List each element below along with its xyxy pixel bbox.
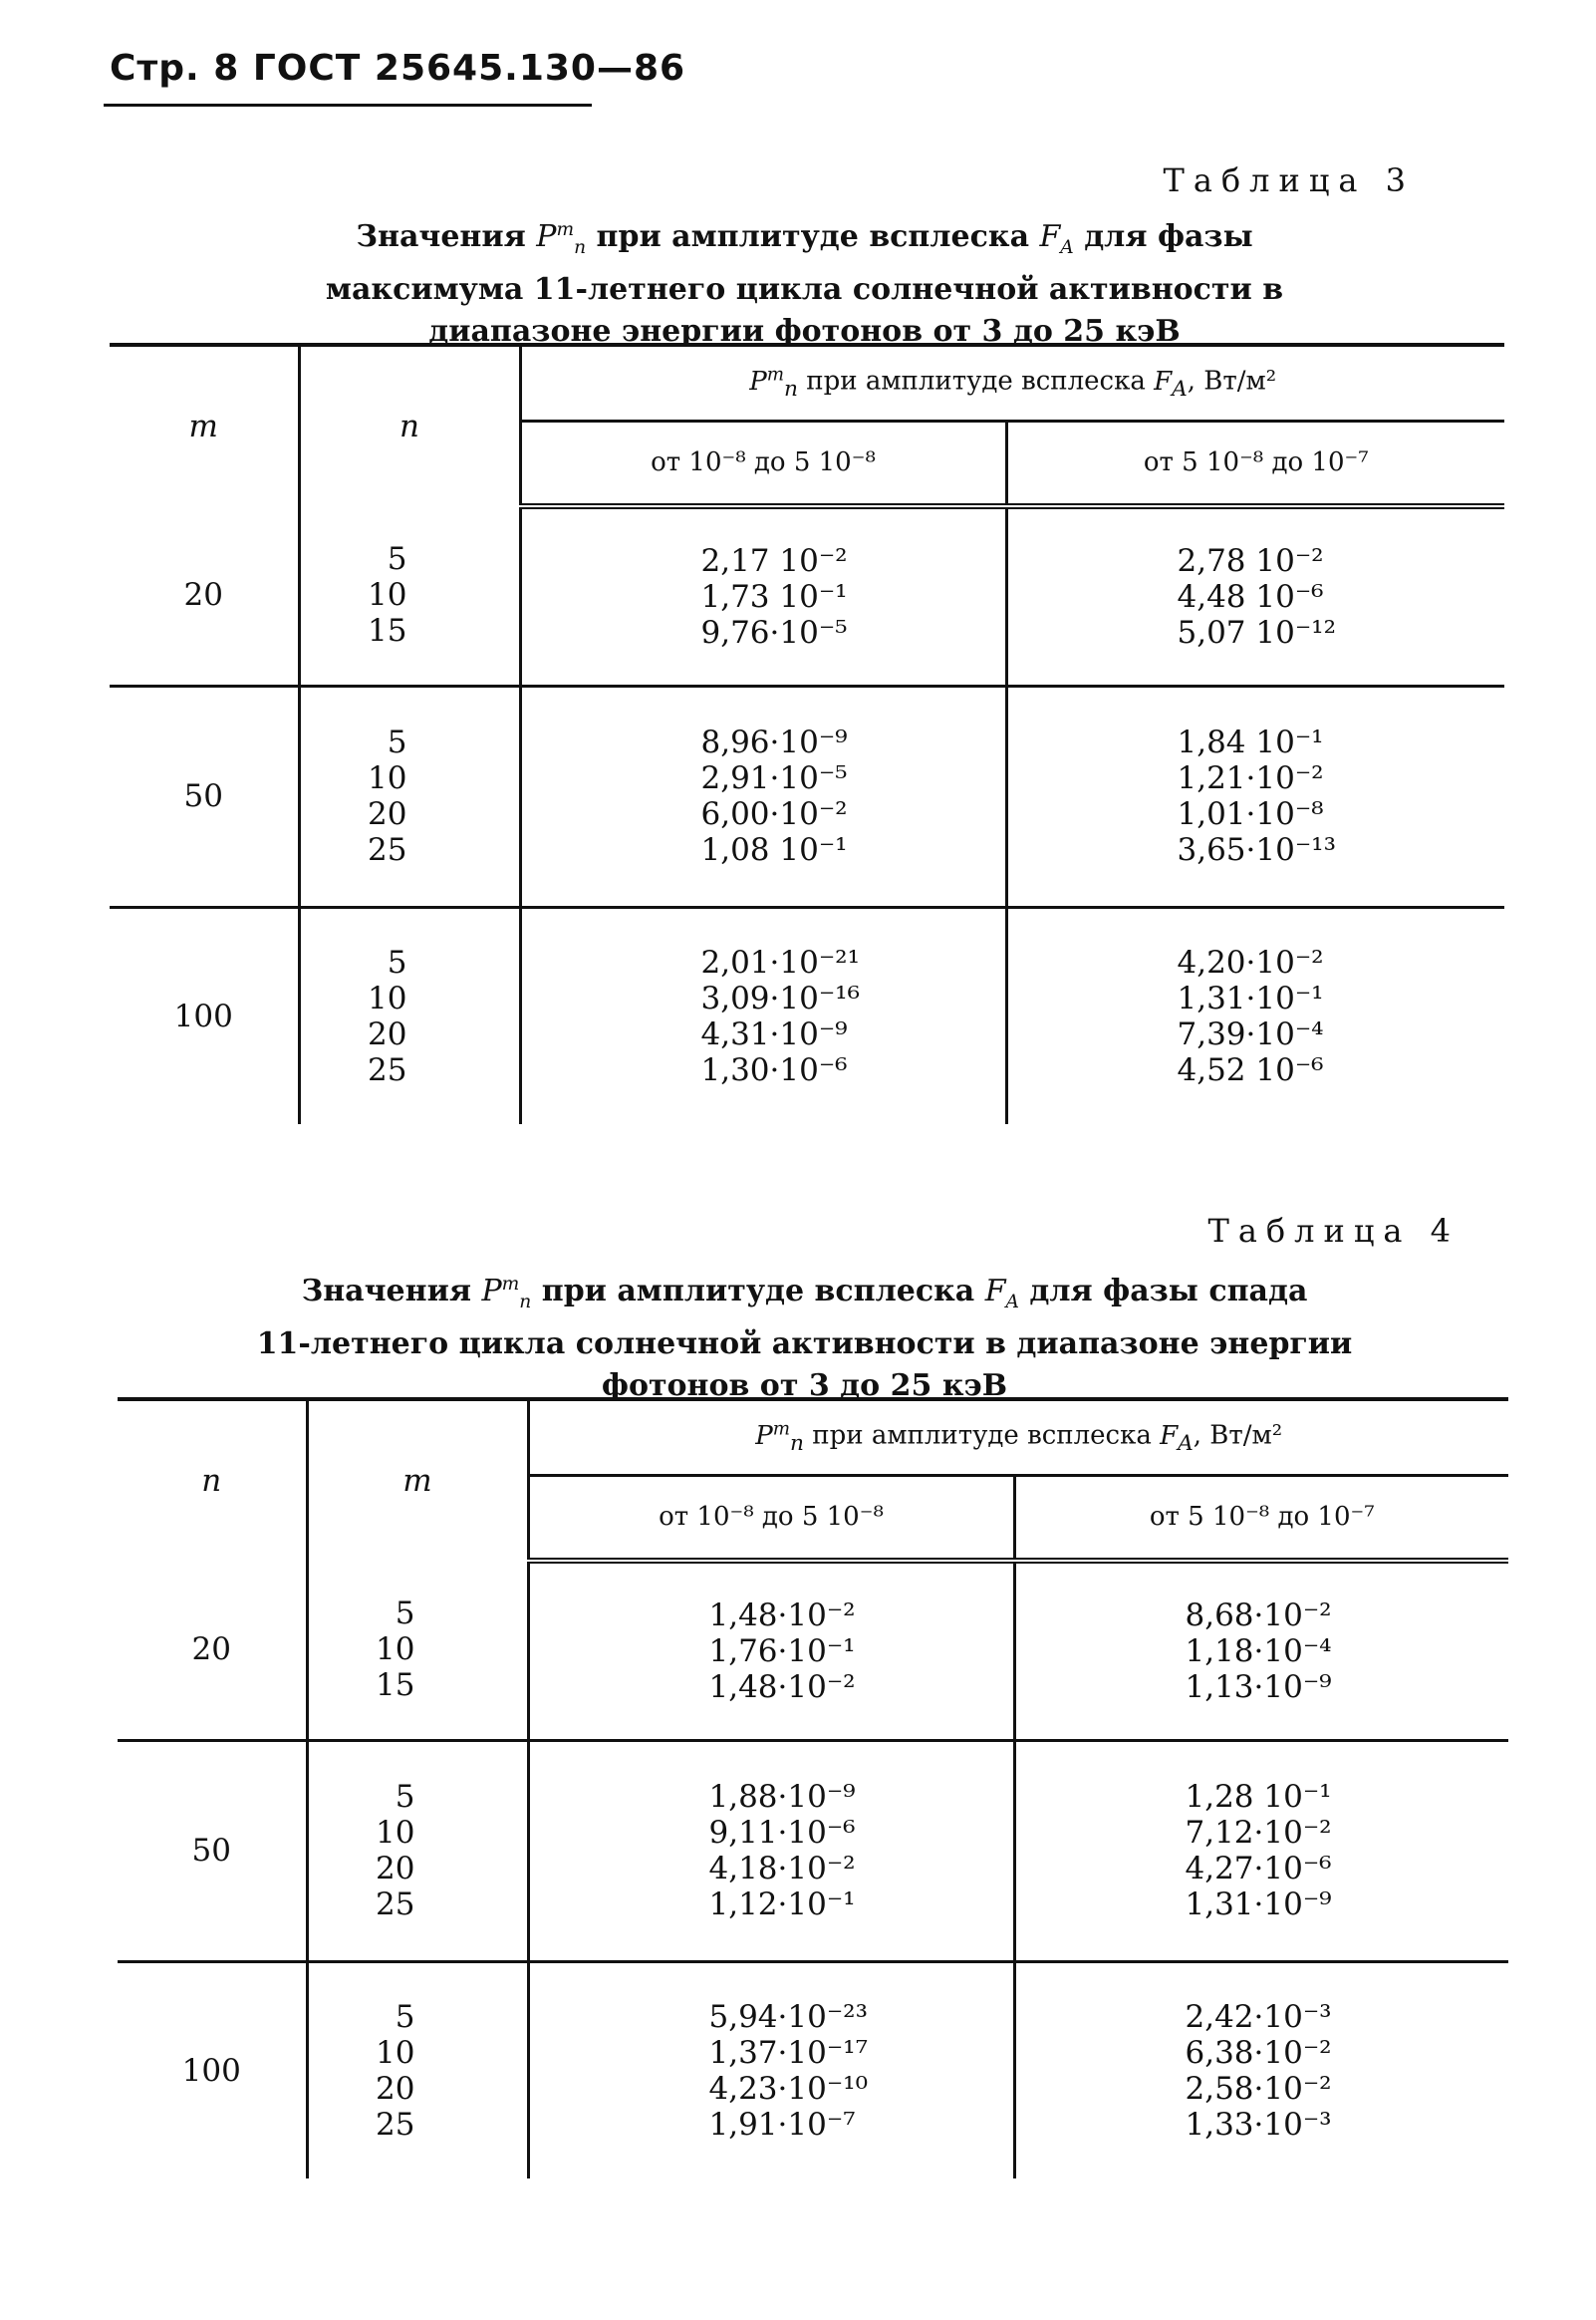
value-line: 1,31·10⁻¹: [1177, 980, 1324, 1016]
value-line: 1,73 10⁻¹: [700, 578, 848, 615]
n-values-cell: [307, 1561, 528, 1740]
value-line: 8,68·10⁻²: [1185, 1596, 1332, 1633]
value-line: 1,84 10⁻¹: [1177, 725, 1324, 760]
table4-col-m-header: m: [307, 1399, 528, 1561]
value-line: 8,96·10⁻⁹: [700, 725, 848, 760]
value-line: 5: [395, 1779, 415, 1815]
values-range1-cell: [528, 1961, 1014, 2178]
value-line: 4,27·10⁻⁶: [1185, 1851, 1332, 1886]
value-line: 3,65·10⁻¹³: [1177, 832, 1337, 868]
table3: [110, 343, 1504, 1124]
value-line: 2,58·10⁻²: [1185, 2070, 1332, 2107]
value-line: 20: [376, 2070, 415, 2107]
value-line: 15: [368, 613, 407, 650]
value-line: 1,76·10⁻¹: [708, 1632, 856, 1669]
f-symbol: $F_A$: [984, 1274, 1019, 1312]
value-line: 1,28 10⁻¹: [1185, 1779, 1332, 1815]
value-line: 25: [376, 1886, 415, 1922]
value-line: 2,01·10⁻²¹: [700, 944, 861, 981]
f-symbol: $F_A$: [1039, 219, 1074, 258]
value-line: 3,09·10⁻¹⁶: [700, 980, 861, 1016]
value-line: 1,33·10⁻³: [1185, 2106, 1332, 2143]
value-line: 4,31·10⁻⁹: [700, 1015, 848, 1052]
p-symbol: $P^m_n$: [536, 219, 587, 258]
page-header: Стр. 8 ГОСТ 25645.130—86: [110, 48, 686, 89]
value-line: 4,48 10⁻⁶: [1177, 578, 1324, 615]
value-line: 4,23·10⁻¹⁰: [708, 2070, 869, 2107]
table3-col-m-header: m: [110, 345, 299, 506]
value-line: 10: [376, 1815, 415, 1851]
value-line: 1,01·10⁻⁸: [1177, 796, 1324, 832]
value-line: 2,91·10⁻⁵: [700, 760, 848, 796]
value-line: 4,18·10⁻²: [708, 1851, 856, 1886]
table3-title-line2: максимума 11-летнего цикла солнечной активности в: [325, 272, 1284, 307]
value-line: 5: [395, 1595, 415, 1632]
table-row: [118, 1561, 1508, 1740]
values-range1-cell: [528, 1740, 1014, 1961]
group-key-cell: 20: [191, 1631, 231, 1668]
value-line: 10: [376, 1631, 415, 1668]
table-row: [110, 506, 1504, 686]
table4-title: [110, 1264, 1499, 1407]
value-line: 7,12·10⁻²: [1185, 1815, 1332, 1851]
values-range1-cell: [520, 506, 1006, 686]
n-values-cell: [299, 907, 520, 1124]
value-line: 10: [376, 2034, 415, 2071]
value-line: 5,94·10⁻²³: [708, 1998, 869, 2035]
n-values-cell: [299, 686, 520, 907]
value-line: 9,11·10⁻⁶: [708, 1815, 856, 1851]
header-rule: [104, 104, 592, 107]
table4-title-line1: Значения $P^m_n$ при амплитуде всплеска $F_A$ для фазы спада: [301, 1274, 1308, 1312]
values-range2-cell: [1014, 1961, 1508, 2178]
value-line: 10: [368, 980, 407, 1016]
value-line: 1,18·10⁻⁴: [1185, 1632, 1332, 1669]
value-line: 4,20·10⁻²: [1177, 944, 1324, 981]
values-range1-cell: [528, 1561, 1014, 1740]
value-line: 5: [387, 541, 407, 578]
value-line: 5: [395, 1998, 415, 2035]
value-line: 25: [368, 1051, 407, 1088]
values-range2-cell: [1006, 686, 1504, 907]
value-line: 1,08 10⁻¹: [700, 832, 848, 868]
table3-sub-header-1: от 10⁻⁸ до 5 10⁻⁸: [520, 421, 1006, 506]
value-line: 2,42·10⁻³: [1185, 1998, 1332, 2035]
value-line: 1,12·10⁻¹: [708, 1886, 856, 1922]
table3-title-line3: диапазоне энергии фотонов от 3 до 25 кэВ: [428, 314, 1181, 349]
value-line: 15: [376, 1667, 415, 1704]
table-row: [118, 1740, 1508, 1961]
group-key-cell: 50: [110, 686, 299, 907]
value-line: 5: [387, 944, 407, 981]
table3-group-header: $P^m_n$ при амплитуде всплеска $F_A$, Вт/м²: [520, 345, 1504, 421]
value-line: 2,78 10⁻²: [1177, 542, 1324, 579]
value-line: 20: [368, 796, 407, 832]
table4-label: Таблица 4: [1207, 1212, 1460, 1250]
values-range1-cell: [520, 686, 1006, 907]
value-line: 9,76·10⁻⁵: [700, 614, 848, 651]
value-line: 1,30·10⁻⁶: [700, 1051, 848, 1088]
value-line: 4,52 10⁻⁶: [1177, 1051, 1324, 1088]
table4-sub-header-2: от 5 10⁻⁸ до 10⁻⁷: [1014, 1475, 1508, 1561]
table3-title: [110, 209, 1499, 353]
values-range2-cell: [1014, 1561, 1508, 1740]
table3-title-line1: Значения $P^m_n$ при амплитуде всплеска $F_A$ для фазы: [356, 219, 1253, 258]
value-line: 1,37·10⁻¹⁷: [708, 2034, 869, 2071]
value-line: 1,31·10⁻⁹: [1185, 1886, 1332, 1922]
table4-group-header: $P^m_n$ при амплитуде всплеска $F_A$, Вт/м²: [528, 1399, 1508, 1475]
table4-col-n-header: n: [118, 1399, 307, 1561]
value-line: 1,88·10⁻⁹: [708, 1779, 856, 1815]
table4-title-line3: фотонов от 3 до 25 кэВ: [601, 1368, 1008, 1403]
group-key-cell: 100: [118, 1961, 307, 2178]
value-line: 7,39·10⁻⁴: [1177, 1015, 1324, 1052]
group-key-cell: 50: [118, 1740, 307, 1961]
table3-label: Таблица 3: [1163, 161, 1415, 199]
value-line: 5,07 10⁻¹²: [1177, 614, 1337, 651]
table-row: [110, 686, 1504, 907]
table-row: [118, 1961, 1508, 2178]
values-range2-cell: [1014, 1740, 1508, 1961]
value-line: 6,38·10⁻²: [1185, 2034, 1332, 2071]
values-range2-cell: [1006, 907, 1504, 1124]
value-line: 5: [387, 725, 407, 760]
value-line: 20: [368, 1015, 407, 1052]
value-line: 25: [368, 832, 407, 868]
n-values-cell: [307, 1961, 528, 2178]
value-line: 1,13·10⁻⁹: [1185, 1668, 1332, 1705]
value-line: 1,48·10⁻²: [708, 1596, 856, 1633]
value-line: 1,91·10⁻⁷: [708, 2106, 856, 2143]
group-key-cell: 20: [183, 577, 223, 614]
table4-title-line2: 11-летнего цикла солнечной активности в диапазоне энергии: [256, 1326, 1353, 1361]
value-line: 10: [368, 577, 407, 614]
value-line: 1,48·10⁻²: [708, 1668, 856, 1705]
value-line: 10: [368, 760, 407, 796]
table3-col-n-header: n: [299, 345, 520, 506]
group-key-cell: 100: [110, 907, 299, 1124]
n-values-cell: [307, 1740, 528, 1961]
values-range2-cell: [1006, 506, 1504, 686]
value-line: 1,21·10⁻²: [1177, 760, 1324, 796]
table4: [118, 1397, 1508, 2178]
values-range1-cell: [520, 907, 1006, 1124]
table-row: [110, 907, 1504, 1124]
p-symbol: $P^m_n$: [481, 1274, 532, 1312]
table4-sub-header-1: от 10⁻⁸ до 5 10⁻⁸: [528, 1475, 1014, 1561]
value-line: 25: [376, 2106, 415, 2143]
value-line: 20: [376, 1851, 415, 1886]
value-line: 6,00·10⁻²: [700, 796, 848, 832]
n-values-cell: [299, 506, 520, 686]
table3-sub-header-2: от 5 10⁻⁸ до 10⁻⁷: [1006, 421, 1504, 506]
value-line: 2,17 10⁻²: [700, 542, 848, 579]
